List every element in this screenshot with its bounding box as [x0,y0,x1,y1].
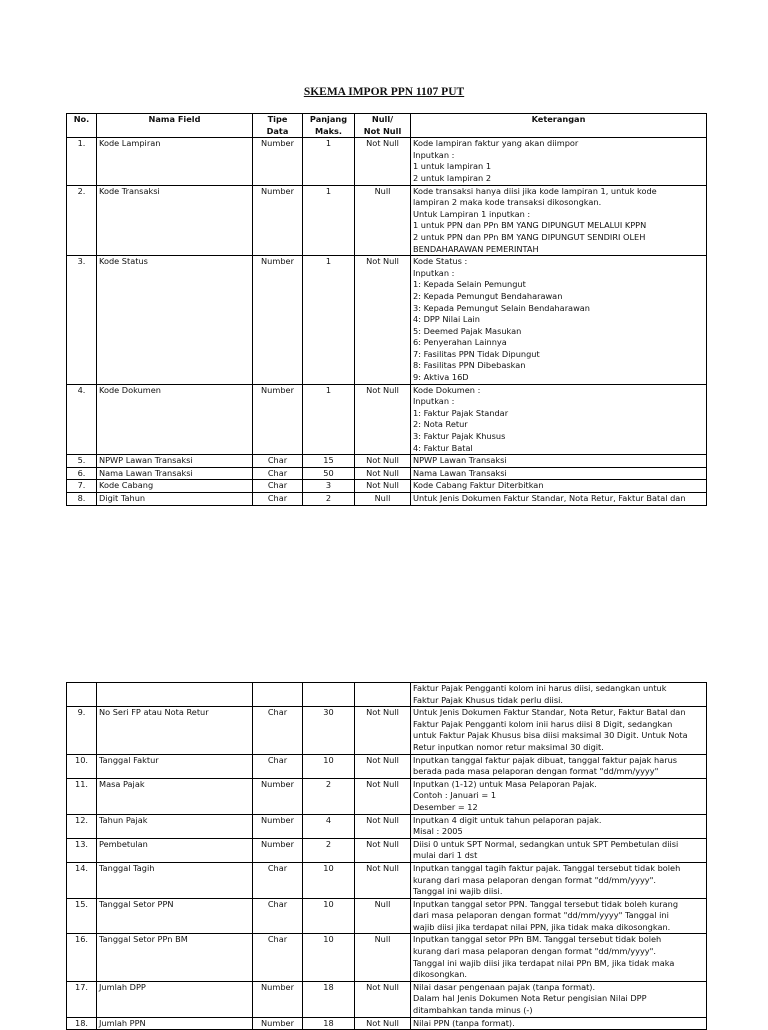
cell-nullability: Not Null [355,1017,411,1030]
cell-field-name: Jumlah DPP [97,981,253,1017]
cell-max-length: 1 [303,256,355,385]
cell-description: Nama Lawan Transaksi [411,467,707,480]
cell-no: 9. [67,707,97,754]
cell-no: 13. [67,838,97,862]
schema-table-continued [66,682,707,1030]
cell-field-name: Kode Lampiran [97,138,253,185]
cell-max-length: 1 [303,384,355,455]
cell-nullability [355,683,411,707]
cell-nullability: Not Null [355,814,411,838]
cell-no: 15. [67,898,97,934]
document-title: SKEMA IMPOR PPN 1107 PUT [303,86,465,98]
cell-field-name: Kode Status [97,256,253,385]
cell-description: Kode lampiran faktur yang akan diimpor Inputkan : 1 untuk lampiran 1 2 untuk lampiran 2 [411,138,707,185]
cell-nullability: Not Null [355,838,411,862]
cell-max-length: 10 [303,862,355,898]
cell-no: 5. [67,455,97,468]
cell-data-type: Char [253,480,303,493]
table-header-row [67,114,707,138]
schema-table-top [66,113,707,506]
cell-data-type: Number [253,185,303,256]
cell-no: 10. [67,754,97,778]
cell-no: 3. [67,256,97,385]
cell-max-length: 4 [303,814,355,838]
cell-description: Nilai PPN (tanpa format). [411,1017,707,1030]
cell-data-type: Char [253,493,303,506]
cell-description: Kode Dokumen : Inputkan : 1: Faktur Pajak Standar 2: Nota Retur 3: Faktur Pajak Khusus 4: Faktur Batal [411,384,707,455]
table-row [67,814,707,838]
cell-description: Kode transaksi hanya diisi jika kode lampiran 1, untuk kode lampiran 2 maka kode transaksi dikosongkan. Untuk Lampiran 1 inputkan : 1 untuk PPN dan PPn BM YANG DIPUNGUT MELALUI KPPN 2 untuk PPN dan PPn BM YANG DIPUNGUT SENDIRI OLEH BENDAHARAWAN PEMERINTAH [411,185,707,256]
cell-no: 14. [67,862,97,898]
cell-max-length: 10 [303,898,355,934]
table-row [67,455,707,468]
cell-max-length [303,683,355,707]
cell-max-length: 1 [303,138,355,185]
cell-no: 17. [67,981,97,1017]
table-row [67,754,707,778]
cell-description: Inputkan tanggal setor PPn BM. Tanggal tersebut tidak boleh kurang dari masa pelaporan dengan format "dd/mm/yyyy". Tanggal ini wajib diisi jika terdapat nilai PPn BM, jika tidak maka dikosongkan. [411,934,707,981]
cell-data-type: Number [253,256,303,385]
cell-no [67,683,97,707]
cell-description: Untuk Jenis Dokumen Faktur Standar, Nota Retur, Faktur Batal dan Faktur Pajak Pengganti kolom inii harus diisi 8 Digit, sedangkan untuk Faktur Pajak Khusus bisa diisi maksimal 30 Digit. Untuk Nota Retur inputkan nomor retur maksimal 30 digit. [411,707,707,754]
cell-description: Faktur Pajak Pengganti kolom ini harus diisi, sedangkan untuk Faktur Pajak Khusus tidak perlu diisi. [411,683,707,707]
cell-data-type: Number [253,981,303,1017]
cell-no: 12. [67,814,97,838]
cell-max-length: 10 [303,754,355,778]
header-description: Keterangan [411,114,707,138]
table-row [67,185,707,256]
table-row [67,493,707,506]
cell-max-length: 18 [303,1017,355,1030]
table-row [67,467,707,480]
cell-description: Inputkan (1-12) untuk Masa Pelaporan Pajak. Contoh : Januari = 1 Desember = 12 [411,778,707,814]
cell-nullability: Not Null [355,754,411,778]
cell-data-type [253,683,303,707]
cell-field-name: Tanggal Setor PPn BM [97,934,253,981]
cell-no: 2. [67,185,97,256]
cell-max-length: 2 [303,493,355,506]
cell-field-name: Kode Transaksi [97,185,253,256]
cell-nullability: Not Null [355,778,411,814]
cell-description: Inputkan tanggal tagih faktur pajak. Tanggal tersebut tidak boleh kurang dari masa pelaporan dengan format "dd/mm/yyyy". Tanggal ini wajib diisi. [411,862,707,898]
cell-nullability: Null [355,493,411,506]
cell-max-length: 3 [303,480,355,493]
table-row [67,778,707,814]
header-no: No. [67,114,97,138]
cell-data-type: Number [253,814,303,838]
cell-nullability: Not Null [355,480,411,493]
cell-data-type: Char [253,754,303,778]
cell-field-name: Tanggal Setor PPN [97,898,253,934]
header-max-length: Panjang Maks. [303,114,355,138]
cell-description: Inputkan tanggal setor PPN. Tanggal tersebut tidak boleh kurang dari masa pelaporan dengan format "dd/mm/yyyy" Tanggal ini wajib diisi jika terdapat nilai PPN, jika tidak maka dikosongkan. [411,898,707,934]
table-row [67,683,707,707]
cell-no: 18. [67,1017,97,1030]
cell-field-name: Tanggal Tagih [97,862,253,898]
cell-data-type: Char [253,467,303,480]
cell-no: 6. [67,467,97,480]
table-row [67,256,707,385]
cell-data-type: Number [253,778,303,814]
table-row [67,1017,707,1030]
cell-nullability: Null [355,185,411,256]
cell-field-name: Kode Cabang [97,480,253,493]
cell-field-name: NPWP Lawan Transaksi [97,455,253,468]
cell-description: Diisi 0 untuk SPT Normal, sedangkan untuk SPT Pembetulan diisi mulai dari 1 dst [411,838,707,862]
cell-max-length: 1 [303,185,355,256]
cell-field-name: Tahun Pajak [97,814,253,838]
cell-nullability: Not Null [355,862,411,898]
cell-nullability: Not Null [355,981,411,1017]
table-row [67,384,707,455]
header-nullability: Null/ Not Null [355,114,411,138]
cell-description: Untuk Jenis Dokumen Faktur Standar, Nota Retur, Faktur Batal dan [411,493,707,506]
cell-description: Inputkan tanggal faktur pajak dibuat, tanggal faktur pajak harus berada pada masa pelaporan dengan format "dd/mm/yyyy" [411,754,707,778]
table-row [67,838,707,862]
cell-field-name: Kode Dokumen [97,384,253,455]
header-field-name: Nama Field [97,114,253,138]
cell-data-type: Number [253,384,303,455]
cell-field-name: Nama Lawan Transaksi [97,467,253,480]
cell-field-name: No Seri FP atau Nota Retur [97,707,253,754]
cell-nullability: Not Null [355,384,411,455]
table-row [67,981,707,1017]
cell-description: Kode Status : Inputkan : 1: Kepada Selain Pemungut 2: Kepada Pemungut Bendaharawan 3: Kepada Pemungut Selain Bendaharawan 4: DPP Nilai Lain 5: Deemed Pajak Masukan 6: Penyerahan Lainnya 7: Fasilitas PPN Tidak Dipungut 8: Fasilitas PPN Dibebaskan 9: Aktiva 16D [411,256,707,385]
cell-nullability: Null [355,898,411,934]
cell-no: 7. [67,480,97,493]
header-data-type: Tipe Data [253,114,303,138]
cell-nullability: Not Null [355,455,411,468]
cell-max-length: 2 [303,838,355,862]
cell-data-type: Number [253,838,303,862]
cell-max-length: 15 [303,455,355,468]
cell-nullability: Not Null [355,256,411,385]
table-row [67,707,707,754]
cell-no: 11. [67,778,97,814]
cell-data-type: Char [253,898,303,934]
cell-data-type: Char [253,934,303,981]
cell-no: 4. [67,384,97,455]
cell-field-name: Jumlah PPN [97,1017,253,1030]
cell-field-name [97,683,253,707]
cell-field-name: Masa Pajak [97,778,253,814]
cell-field-name: Digit Tahun [97,493,253,506]
cell-no: 16. [67,934,97,981]
cell-max-length: 30 [303,707,355,754]
cell-field-name: Pembetulan [97,838,253,862]
cell-description: Nilai dasar pengenaan pajak (tanpa format). Dalam hal Jenis Dokumen Nota Retur pengisian Nilai DPP ditambahkan tanda minus (-) [411,981,707,1017]
cell-max-length: 2 [303,778,355,814]
cell-nullability: Not Null [355,707,411,754]
cell-description: Kode Cabang Faktur Diterbitkan [411,480,707,493]
cell-data-type: Number [253,1017,303,1030]
cell-data-type: Char [253,707,303,754]
table-row [67,898,707,934]
cell-description: Inputkan 4 digit untuk tahun pelaporan pajak. Misal : 2005 [411,814,707,838]
table-row [67,862,707,898]
cell-data-type: Char [253,862,303,898]
cell-description: NPWP Lawan Transaksi [411,455,707,468]
table-row [67,480,707,493]
table-row [67,138,707,185]
cell-nullability: Not Null [355,138,411,185]
cell-nullability: Null [355,934,411,981]
cell-max-length: 18 [303,981,355,1017]
cell-max-length: 50 [303,467,355,480]
cell-data-type: Char [253,455,303,468]
cell-field-name: Tanggal Faktur [97,754,253,778]
cell-max-length: 10 [303,934,355,981]
cell-no: 8. [67,493,97,506]
cell-no: 1. [67,138,97,185]
table-row [67,934,707,981]
cell-nullability: Not Null [355,467,411,480]
cell-data-type: Number [253,138,303,185]
